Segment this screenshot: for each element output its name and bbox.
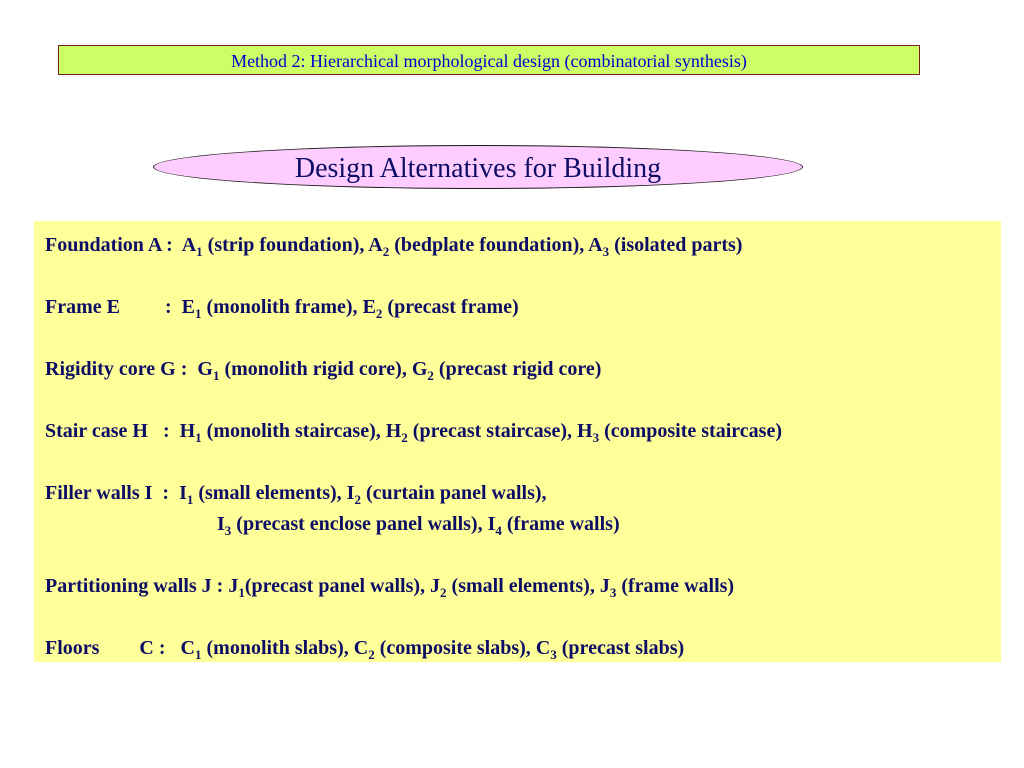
stair-label: Stair case H : (45, 420, 180, 442)
spacer (45, 605, 1001, 636)
alternatives-list (34, 221, 1001, 662)
g1-subscript: 1 (212, 368, 220, 383)
e1-symbol: E (181, 296, 195, 318)
h3-symbol: H (577, 420, 593, 442)
frame-row (45, 295, 1001, 326)
c3-symbol: C (535, 637, 551, 659)
h3-subscript: 3 (592, 430, 600, 445)
c3-subscript: 3 (550, 647, 557, 662)
h1-subscript: 1 (195, 430, 202, 445)
j2-subscript: 2 (440, 585, 447, 600)
i1-text: (small elements), (193, 482, 347, 504)
a2-subscript: 2 (382, 244, 390, 259)
i3-symbol: I (217, 513, 225, 535)
floors-row (45, 636, 1001, 667)
spacer (45, 388, 1001, 419)
floors-label: Floors C : (45, 637, 181, 659)
j3-text: (frame walls) (616, 575, 735, 597)
e2-symbol: E (362, 296, 376, 318)
a3-subscript: 3 (602, 244, 610, 259)
partitioning-label: Partitioning walls J : (45, 575, 229, 597)
g2-text: (precast rigid core) (433, 358, 602, 380)
j1-subscript: 1 (238, 585, 245, 600)
rigidity-row (45, 357, 1001, 388)
i2-text: (curtain panel walls), (360, 482, 547, 504)
partitioning-row (45, 574, 1001, 605)
a3-symbol: A (588, 234, 603, 256)
e1-subscript: 1 (194, 306, 202, 321)
spacer (45, 543, 1001, 574)
header-text: Method 2: Hierarchical morphological design (combinatorial synthesis) (231, 51, 747, 71)
a3-text: (isolated parts) (609, 234, 743, 256)
foundation-label: Foundation A : (45, 234, 182, 256)
e2-subscript: 2 (375, 306, 383, 321)
a2-symbol: A (368, 234, 383, 256)
c2-subscript: 2 (368, 647, 375, 662)
foundation-row (45, 233, 1001, 264)
j3-symbol: J (599, 575, 610, 597)
c2-symbol: C (353, 637, 369, 659)
g2-symbol: G (411, 358, 428, 380)
e1-text: (monolith frame), (201, 296, 363, 318)
i2-symbol: I (346, 482, 355, 504)
i3-subscript: 3 (224, 523, 232, 538)
c2-text: (composite slabs), (374, 637, 536, 659)
spacer (45, 326, 1001, 357)
h1-symbol: H (179, 420, 196, 442)
a2-text: (bedplate foundation), (389, 234, 589, 256)
h3-text: (composite staircase) (599, 420, 782, 442)
filler-label: Filler walls I : (45, 482, 180, 504)
i1-subscript: 1 (186, 492, 194, 507)
c3-text: (precast slabs) (556, 637, 685, 659)
i2-subscript: 2 (354, 492, 361, 507)
i4-text: (frame walls) (501, 513, 620, 535)
title-ellipse (153, 145, 803, 189)
h2-text: (precast staircase), (407, 420, 578, 442)
g1-symbol: G (197, 358, 213, 380)
h2-symbol: H (385, 420, 402, 442)
header-bar (58, 45, 920, 75)
i4-subscript: 4 (495, 523, 502, 538)
g2-subscript: 2 (427, 368, 434, 383)
i3-text: (precast enclose panel walls), (231, 513, 488, 535)
stair-row (45, 419, 1001, 450)
j1-text: (precast panel walls), (244, 575, 431, 597)
h1-text: (monolith staircase), (201, 420, 386, 442)
spacer (45, 264, 1001, 295)
c1-subscript: 1 (195, 647, 202, 662)
e2-text: (precast frame) (382, 296, 519, 318)
j1-symbol: J (228, 575, 239, 597)
a1-subscript: 1 (196, 244, 203, 259)
h2-subscript: 2 (401, 430, 408, 445)
filler-row (45, 481, 1001, 512)
j3-subscript: 3 (609, 585, 617, 600)
spacer (45, 450, 1001, 481)
j2-text: (small elements), (446, 575, 600, 597)
i1-symbol: I (179, 482, 187, 504)
slide-title: Design Alternatives for Building (294, 153, 662, 184)
g1-text: (monolith rigid core), (219, 358, 412, 380)
j2-symbol: J (430, 575, 441, 597)
filler-row-continued (45, 512, 1001, 543)
a1-text: (strip foundation), (202, 234, 369, 256)
rigidity-label: Rigidity core G : (45, 358, 198, 380)
i4-symbol: I (487, 513, 496, 535)
a1-symbol: A (181, 234, 197, 256)
frame-label: Frame E : (45, 296, 182, 318)
c1-text: (monolith slabs), (201, 637, 354, 659)
c1-symbol: C (180, 637, 195, 659)
